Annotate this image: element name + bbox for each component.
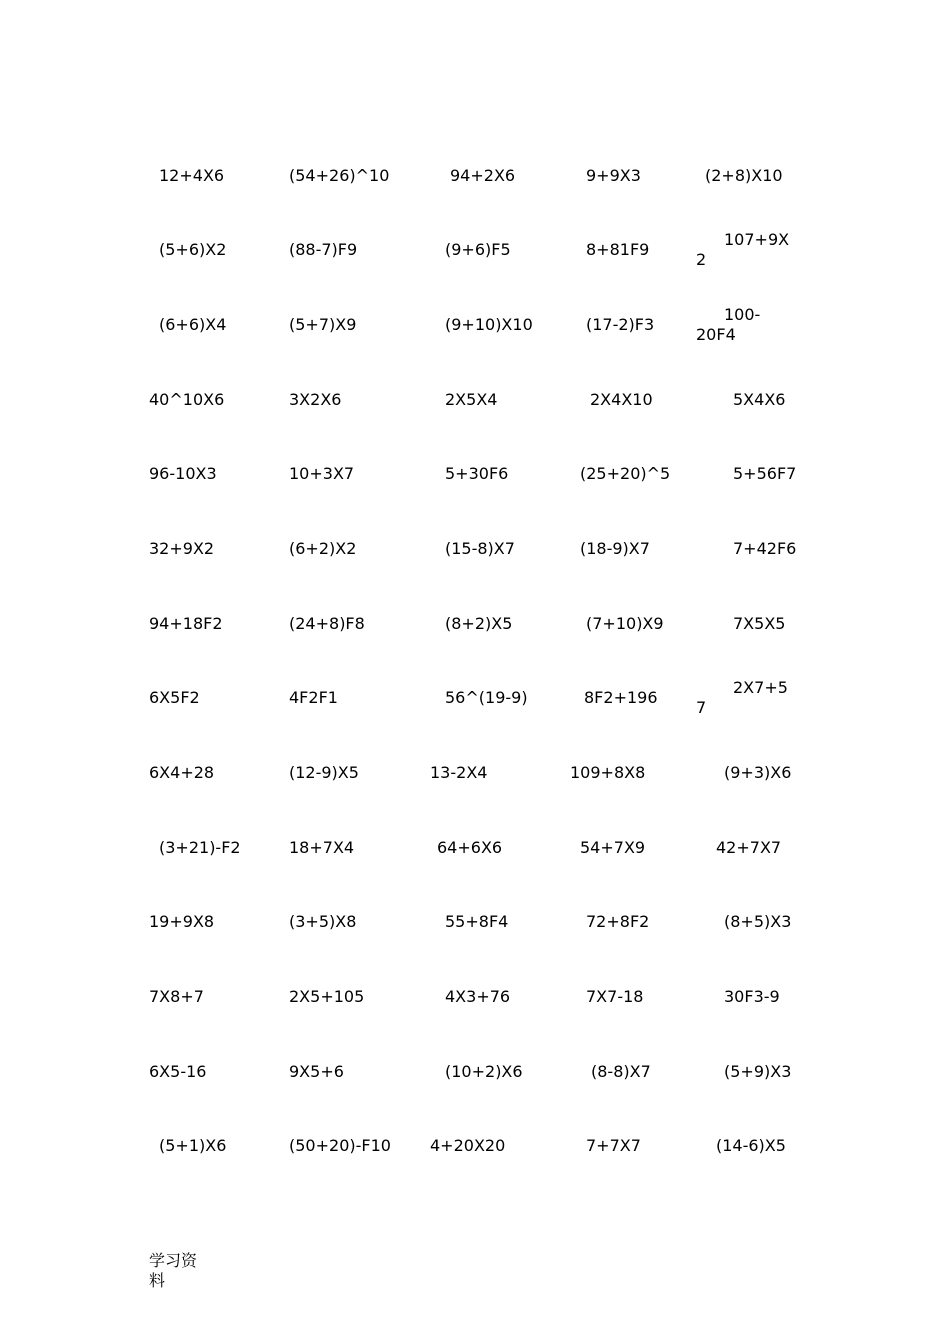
expression-cell: 3X2X6 xyxy=(289,390,342,409)
expression-cell: (10+2)X6 xyxy=(445,1062,523,1081)
expression-cell: 5+56F7 xyxy=(733,464,797,483)
expression-cell: (7+10)X9 xyxy=(586,614,664,633)
expression-cell-part: 2 xyxy=(696,250,707,269)
expression-cell: (6+2)X2 xyxy=(289,539,357,558)
expression-cell: 7X8+7 xyxy=(149,987,204,1006)
expression-cell: 2X5X4 xyxy=(445,390,498,409)
expression-cell: 54+7X9 xyxy=(580,838,646,857)
expression-cell: (5+9)X3 xyxy=(724,1062,792,1081)
expression-cell: (5+1)X6 xyxy=(159,1136,227,1155)
expression-cell: (5+6)X2 xyxy=(159,240,227,259)
expression-cell: 4X3+76 xyxy=(445,987,511,1006)
expression-cell: 10+3X7 xyxy=(289,464,355,483)
footer-line-1: 学习资 xyxy=(149,1251,198,1270)
expression-cell: 7+7X7 xyxy=(586,1136,641,1155)
expression-cell: 56^(19-9) xyxy=(445,688,528,707)
expression-cell: (9+6)F5 xyxy=(445,240,511,259)
expression-cell-part: 2X7+5 xyxy=(733,678,788,697)
expression-cell: (8+2)X5 xyxy=(445,614,513,633)
expression-cell: 64+6X6 xyxy=(437,838,503,857)
expression-cell: (9+10)X10 xyxy=(445,315,533,334)
expression-cell-part: 7 xyxy=(696,698,707,717)
expression-cell: (50+20)-F10 xyxy=(289,1136,391,1155)
expression-cell: 4F2F1 xyxy=(289,688,338,707)
expression-cell: 5X4X6 xyxy=(733,390,786,409)
expression-cell: (18-9)X7 xyxy=(580,539,650,558)
expression-cell: (14-6)X5 xyxy=(716,1136,786,1155)
expression-cell: 2X4X10 xyxy=(590,390,653,409)
expression-cell: (5+7)X9 xyxy=(289,315,357,334)
expression-cell: 94+18F2 xyxy=(149,614,223,633)
expression-cell-part: 100- xyxy=(724,305,761,324)
expression-cell: 6X5F2 xyxy=(149,688,200,707)
expression-cell: 6X4+28 xyxy=(149,763,215,782)
expression-cell: (88-7)F9 xyxy=(289,240,358,259)
expression-cell: 13-2X4 xyxy=(430,763,488,782)
expression-cell: (9+3)X6 xyxy=(724,763,792,782)
expression-cell: 5+30F6 xyxy=(445,464,509,483)
expression-cell: 8F2+196 xyxy=(584,688,658,707)
expression-cell: 30F3-9 xyxy=(724,987,780,1006)
expression-cell: (3+21)-F2 xyxy=(159,838,241,857)
expression-cell: 72+8F2 xyxy=(586,912,650,931)
expression-cell: 42+7X7 xyxy=(716,838,782,857)
expression-cell: 7+42F6 xyxy=(733,539,797,558)
expression-cell: 94+2X6 xyxy=(450,166,516,185)
expression-cell: 32+9X2 xyxy=(149,539,215,558)
expression-cell: (25+20)^5 xyxy=(580,464,671,483)
footer-line-2: 料 xyxy=(149,1271,166,1290)
expression-cell-part: 107+9X xyxy=(724,230,790,249)
expression-cell: (17-2)F3 xyxy=(586,315,655,334)
expression-cell: (54+26)^10 xyxy=(289,166,390,185)
expression-cell: 96-10X3 xyxy=(149,464,217,483)
expression-cell: (12-9)X5 xyxy=(289,763,359,782)
expression-cell: 19+9X8 xyxy=(149,912,215,931)
expression-cell: 2X5+105 xyxy=(289,987,365,1006)
expression-cell: (8+5)X3 xyxy=(724,912,792,931)
expression-cell: (2+8)X10 xyxy=(705,166,783,185)
expression-cell: 4+20X20 xyxy=(430,1136,506,1155)
expression-cell-part: 20F4 xyxy=(696,325,736,344)
expression-cell: (24+8)F8 xyxy=(289,614,365,633)
footer-label xyxy=(149,1251,209,1291)
expression-cell: (3+5)X8 xyxy=(289,912,357,931)
expression-cell: 55+8F4 xyxy=(445,912,509,931)
expression-cell: (15-8)X7 xyxy=(445,539,515,558)
expression-cell: 8+81F9 xyxy=(586,240,650,259)
expression-cell: 6X5-16 xyxy=(149,1062,207,1081)
expression-cell: (6+6)X4 xyxy=(159,315,227,334)
expression-cell: 12+4X6 xyxy=(159,166,225,185)
expression-cell: 40^10X6 xyxy=(149,390,225,409)
expression-cell: 18+7X4 xyxy=(289,838,355,857)
expression-cell: 9+9X3 xyxy=(586,166,641,185)
expression-cell: (8-8)X7 xyxy=(591,1062,651,1081)
expression-cell: 9X5+6 xyxy=(289,1062,344,1081)
expression-cell: 7X7-18 xyxy=(586,987,644,1006)
expression-cell: 109+8X8 xyxy=(570,763,646,782)
expression-cell: 7X5X5 xyxy=(733,614,786,633)
